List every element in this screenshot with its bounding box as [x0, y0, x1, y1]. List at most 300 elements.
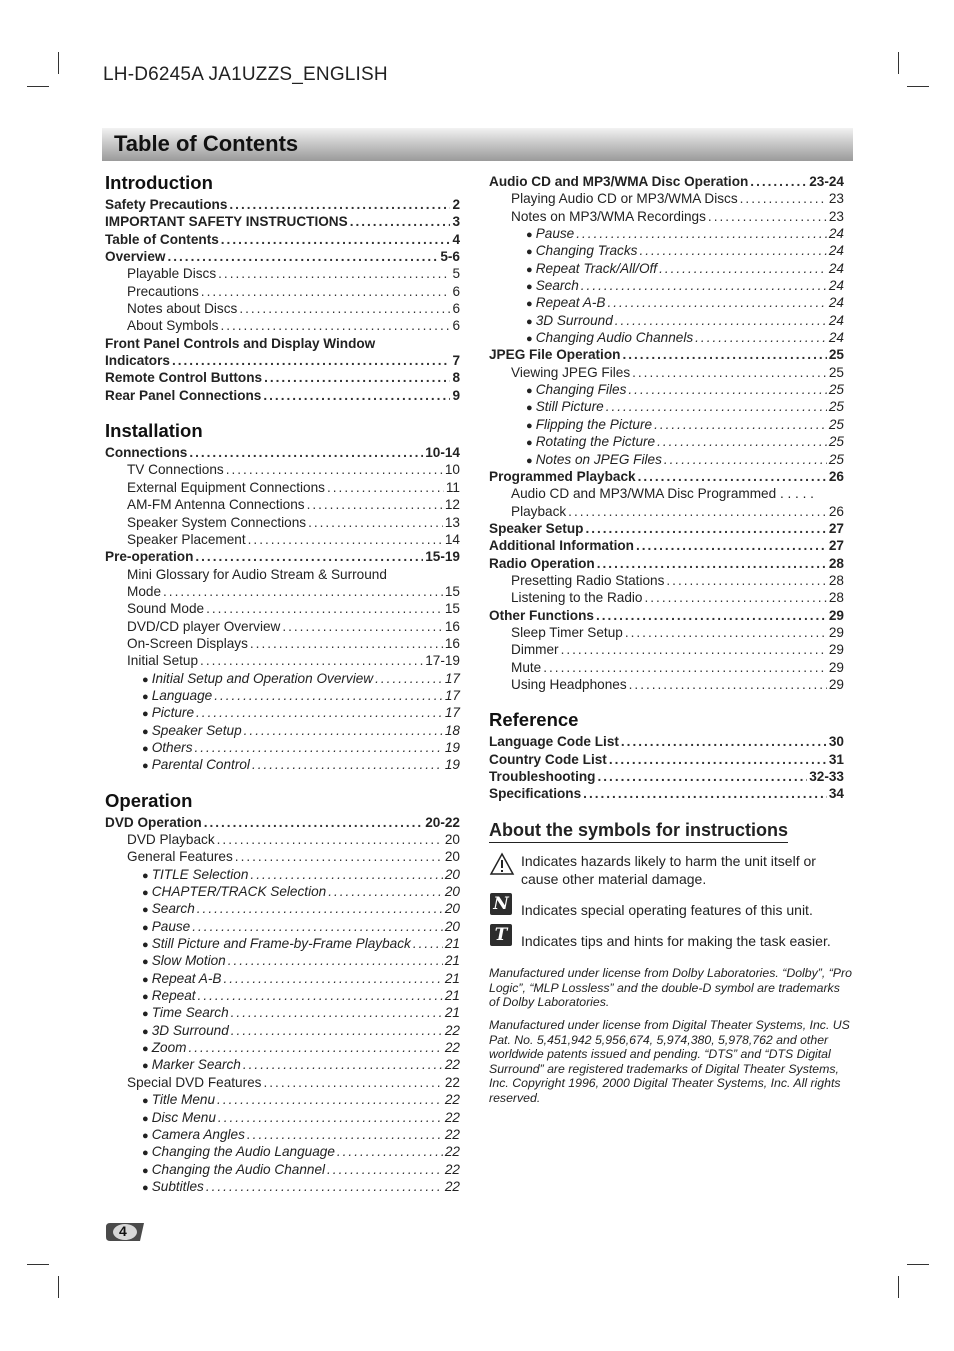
toc-entry: [105, 369, 460, 386]
toc-entry-label: Mute: [511, 659, 542, 675]
toc-entry: [105, 196, 460, 213]
toc-page-number: 28: [828, 590, 844, 606]
toc-page-number: 25: [828, 382, 844, 398]
dot-leader: [657, 433, 827, 450]
dot-leader: [192, 918, 443, 935]
toc-entry: [105, 548, 460, 565]
toc-entry-label: External Equipment Connections: [127, 479, 325, 495]
toc-entry-label: Remote Control Buttons: [105, 370, 263, 386]
toc-page-number: 8: [452, 370, 460, 386]
dot-leader: [228, 952, 443, 969]
toc-entry-label: Initial Setup: [127, 653, 199, 669]
toc-page-number: 25: [828, 399, 844, 415]
toc-entry: [105, 1178, 460, 1195]
toc-entry: [105, 635, 460, 652]
toc-entry-label: Sound Mode: [127, 601, 205, 617]
toc-entry-label: ● Rotating the Picture: [526, 433, 655, 452]
toc-entry: [105, 1004, 460, 1021]
toc-entry: [489, 589, 844, 606]
toc-entry-label: DVD/CD player Overview: [127, 618, 281, 634]
toc-entry: [105, 1161, 460, 1178]
toc-page-number: 7: [452, 353, 460, 369]
toc-page-number: 6: [452, 301, 460, 317]
toc-entry: [489, 190, 844, 207]
toc-page-number: 29: [828, 624, 844, 640]
toc-entry-label: Playback: [511, 503, 567, 519]
toc-entry-label: ● 3D Surround: [526, 312, 613, 331]
toc-entry-label: ● Pause: [142, 918, 190, 937]
section-heading: Operation: [105, 789, 193, 811]
toc-page-number: 29: [828, 642, 844, 658]
toc-entry: [489, 572, 844, 589]
toc-entry: [489, 537, 844, 554]
symbols-heading: About the symbols for instructions: [489, 820, 788, 843]
dot-leader: [282, 618, 443, 635]
toc-page-number: 10: [444, 462, 460, 478]
symbol-description: Indicates hazards likely to harm the unit itself or cause other material damage.: [521, 853, 816, 887]
dot-leader: [229, 196, 450, 213]
toc-entry: [105, 248, 460, 265]
toc-entry: [105, 848, 460, 865]
dot-leader: [568, 503, 827, 520]
toc-entry-label: Speaker Setup: [489, 520, 584, 536]
toc-entry-label: ● Language: [142, 687, 212, 706]
toc-entry: [489, 751, 844, 768]
toc-page-number: 22: [444, 1092, 460, 1108]
toc-page-number: 13: [444, 514, 460, 530]
dot-leader: [226, 461, 443, 478]
toc-page-number: 20: [444, 918, 460, 934]
crop-mark: [898, 52, 899, 74]
toc-entry-label: ● Others: [142, 739, 193, 758]
toc-entry-label: About Symbols: [127, 318, 219, 334]
toc-page-number: 25: [828, 451, 844, 467]
toc-page-number: 17: [444, 670, 460, 686]
toc-entry: [489, 676, 844, 693]
dot-leader: [583, 785, 827, 802]
dot-leader: [607, 294, 826, 311]
toc-entry-label: Dimmer: [511, 642, 559, 658]
toc-page-number: 27: [828, 538, 844, 554]
dot-leader: [235, 848, 443, 865]
toc-page-number: 21: [444, 970, 460, 986]
dot-leader: [243, 1056, 443, 1073]
section-spacer: [105, 774, 460, 788]
toc-entry-label: ● Subtitles: [142, 1178, 204, 1197]
toc-page-number: 22: [444, 1178, 460, 1194]
toc-entry: [489, 768, 844, 785]
toc-page-number: 24: [828, 295, 844, 311]
dot-leader: [597, 768, 807, 785]
toc-page-number: 5: [452, 266, 460, 282]
toc-page-number: 22: [444, 1126, 460, 1142]
dot-leader: [217, 831, 443, 848]
toc-entry: [489, 451, 844, 468]
toc-entry: [105, 687, 460, 704]
dot-leader: [223, 970, 442, 987]
toc-entry: [105, 935, 460, 952]
toc-entry: [105, 704, 460, 721]
dot-leader: [204, 814, 424, 831]
toc-entry: [105, 600, 460, 617]
toc-entry-label: Additional Information: [489, 538, 634, 554]
dot-leader: [252, 756, 443, 773]
toc-entry: [489, 329, 844, 346]
crop-mark: [27, 86, 49, 87]
toc-entry-label: ● Disc Menu: [142, 1109, 216, 1128]
toc-entry: [105, 1091, 460, 1108]
crop-mark: [907, 86, 929, 87]
toc-entry: [105, 1109, 460, 1126]
toc-entry-label: Radio Operation: [489, 555, 595, 571]
toc-entry-label: Presetting Radio Stations: [511, 572, 665, 588]
toc-page-number: 6: [452, 318, 460, 334]
toc-entry-label: ● Pause: [526, 225, 574, 244]
toc-page-number: 26: [828, 503, 844, 519]
toc-entry-label: ● Time Search: [142, 1004, 229, 1023]
toc-entry-label: ● CHAPTER/TRACK Selection: [142, 883, 326, 902]
toc-entry-label: Language Code List: [489, 734, 619, 750]
toc-page-number: 31: [828, 751, 844, 767]
dot-leader: [308, 514, 443, 531]
toc-entry-label: ● Changing the Audio Channel: [142, 1161, 325, 1180]
toc-page-number: 2: [452, 197, 460, 212]
toc-page-number: 20-22: [425, 814, 460, 830]
dot-leader: [248, 531, 443, 548]
toc-entry: [105, 231, 460, 248]
toc-entry-label: Playing Audio CD or MP3/WMA Discs: [511, 191, 738, 207]
toc-page-number: 34: [828, 786, 844, 802]
dot-leader: [628, 381, 826, 398]
toc-entry-label: Speaker System Connections: [127, 514, 307, 530]
toc-page-number: 16: [444, 635, 460, 651]
toc-entry-label: Playable Discs: [127, 266, 217, 282]
toc-page-number: 22: [444, 1022, 460, 1038]
toc-entry: [489, 555, 844, 572]
toc-entry-label: On-Screen Displays: [127, 635, 248, 651]
dolby-license-notice: Manufactured under license from Dolby Laboratories. “Dolby”, “Pro Logic”, “MLP Lossless” and the double-D symbol are trademarks of Dolby Laboratories.: [489, 966, 852, 1010]
toc-page-number: 5-6: [440, 249, 460, 265]
dot-leader: [197, 900, 443, 917]
dot-leader: [206, 600, 443, 617]
toc-entry-label: Troubleshooting: [489, 769, 596, 784]
toc-entry-label: ● Repeat A-B: [142, 970, 221, 989]
section-heading: Introduction: [105, 172, 213, 193]
crop-mark: [27, 1264, 49, 1265]
toc-right-column: [489, 173, 844, 803]
toc-entry: [105, 335, 460, 352]
dot-leader: [188, 1039, 442, 1056]
toc-entry-label: Notes on MP3/WMA Recordings: [511, 208, 706, 224]
toc-page-number: 12: [444, 497, 460, 513]
crop-mark: [907, 1264, 929, 1265]
toc-entry-label: Speaker Placement: [127, 531, 246, 547]
toc-entry-label: Table of Contents: [105, 231, 219, 247]
dot-leader: [740, 190, 827, 207]
toc-entry-label: ● Notes on JPEG Files: [526, 451, 662, 470]
dot-leader: [327, 479, 444, 496]
toc-entry: [105, 866, 460, 883]
toc-entry: [489, 416, 844, 433]
toc-page-number: 21: [444, 988, 460, 1004]
dot-leader: [195, 739, 443, 756]
toc-page-number: 21: [444, 953, 460, 969]
toc-entry: [105, 283, 460, 300]
title-bar: [102, 128, 853, 161]
dot-leader: [196, 704, 443, 721]
dot-leader: [639, 242, 826, 259]
toc-entry: [489, 242, 844, 259]
dot-leader: [596, 607, 827, 624]
dot-leader: [337, 1143, 443, 1160]
dot-leader: [250, 866, 442, 883]
toc-page-number: 20: [444, 866, 460, 882]
toc-entry: [105, 987, 460, 1004]
toc-entry: [489, 208, 844, 225]
toc-page-number: 17-19: [425, 653, 460, 669]
toc-entry-label: ● Still Picture: [526, 398, 604, 417]
page-number-badge: [106, 1221, 146, 1243]
toc-entry: [105, 883, 460, 900]
toc-entry-label: ● Repeat Track/All/Off: [526, 260, 657, 279]
toc-entry-label: ● Changing Tracks: [526, 242, 637, 261]
dot-leader: [632, 364, 827, 381]
dot-leader: [307, 496, 443, 513]
toc-entry: [489, 398, 844, 415]
dot-leader: [629, 676, 827, 693]
dot-leader: [206, 1178, 443, 1195]
toc-entry: [105, 831, 460, 848]
toc-page-number: 15: [444, 601, 460, 617]
symbol-row-tip: [489, 924, 853, 950]
toc-entry-label: DVD Operation: [105, 814, 202, 830]
toc-page-number: 22: [444, 1161, 460, 1177]
tip-t-icon: T: [489, 924, 517, 948]
crop-mark: [898, 1276, 899, 1298]
dot-leader: [239, 300, 450, 317]
toc-entry-label: Safety Precautions: [105, 197, 228, 212]
dot-leader: [622, 346, 826, 363]
dot-leader: [163, 583, 443, 600]
dot-leader: [218, 1109, 443, 1126]
dot-leader: [198, 987, 443, 1004]
toc-entry-label: Notes about Discs: [127, 301, 238, 317]
toc-entry: [105, 300, 460, 317]
toc-page-number: 19: [444, 757, 460, 773]
toc-page-number: 23: [828, 208, 844, 224]
toc-entry-label: ● Still Picture and Frame-by-Frame Playback: [142, 935, 411, 954]
toc-page-number: 25: [828, 364, 844, 380]
toc-entry-label: Audio CD and MP3/WMA Disc Programmed . . . . .: [511, 486, 814, 502]
dot-leader: [263, 387, 450, 404]
toc-entry: [105, 531, 460, 548]
toc-entry-label: ● Initial Setup and Operation Overview: [142, 670, 373, 689]
toc-page-number: 10-14: [425, 445, 460, 461]
toc-page-number: 22: [444, 1040, 460, 1056]
dot-leader: [200, 652, 423, 669]
toc-entry-label: ● Picture: [142, 704, 194, 723]
dot-leader: [195, 548, 423, 565]
toc-page-number: 15: [444, 583, 460, 599]
toc-entry-label: Listening to the Radio: [511, 590, 643, 606]
dot-leader: [189, 444, 423, 461]
toc-entry-label: Viewing JPEG Files: [511, 364, 631, 380]
toc-entry-label: ● Changing Audio Channels: [526, 329, 693, 348]
toc-entry: [105, 952, 460, 969]
dot-leader: [231, 1022, 443, 1039]
document-code: LH-D6245A JA1UZZS_ENGLISH: [103, 64, 388, 85]
toc-page-number: 24: [828, 330, 844, 346]
toc-entry-label: Country Code List: [489, 751, 607, 767]
dot-leader: [609, 751, 827, 768]
toc-page-number: 20: [444, 884, 460, 900]
toc-entry: [489, 607, 844, 624]
toc-entry: [105, 461, 460, 478]
toc-entry-label: Pre-operation: [105, 549, 194, 565]
toc-page-number: 21: [444, 1005, 460, 1021]
toc-entry-label: ● Camera Angles: [142, 1126, 245, 1145]
toc-page-number: 20: [444, 849, 460, 865]
toc-entry: [105, 900, 460, 917]
toc-entry: [105, 444, 460, 461]
dot-leader: [585, 520, 826, 537]
toc-entry: [105, 1074, 460, 1091]
toc-entry: [105, 1056, 460, 1073]
dot-leader: [220, 317, 450, 334]
toc-page-number: 22: [444, 1144, 460, 1160]
toc-entry: [489, 225, 844, 242]
toc-entry: [105, 514, 460, 531]
symbol-row-note: [489, 893, 853, 919]
toc-page-number: 4: [452, 231, 460, 247]
toc-entry: [489, 485, 844, 502]
toc-page-number: 24: [828, 243, 844, 259]
page-title: Table of Contents: [114, 131, 299, 156]
section-spacer: [489, 693, 844, 707]
page-number: 4: [119, 1223, 127, 1239]
toc-entry-label: ● Slow Motion: [142, 952, 226, 971]
toc-entry-label: ● TITLE Selection: [142, 866, 248, 885]
toc-page-number: 17: [444, 705, 460, 721]
toc-entry-label: Indicators: [105, 353, 170, 369]
toc-entry-label: Connections: [105, 445, 188, 461]
toc-entry-label: Sleep Timer Setup: [511, 624, 623, 640]
toc-page-number: 16: [444, 618, 460, 634]
toc-page-number: 25: [828, 416, 844, 432]
dot-leader: [666, 572, 826, 589]
toc-entry-label: Front Panel Controls and Display Window: [105, 335, 376, 351]
dot-leader: [621, 733, 827, 750]
toc-page-number: 28: [828, 572, 844, 588]
toc-entry-label: Rear Panel Connections: [105, 387, 262, 403]
toc-entry: [105, 1022, 460, 1039]
toc-entry: [489, 173, 844, 190]
dot-leader: [561, 641, 827, 658]
toc-entry-label: ● Changing the Audio Language: [142, 1143, 335, 1162]
dot-leader: [350, 213, 451, 230]
crop-mark: [58, 52, 59, 74]
toc-entry: [105, 739, 460, 756]
toc-entry-label: ● 3D Surround: [142, 1022, 229, 1041]
toc-entry: [489, 733, 844, 750]
toc-page-number: 17: [444, 687, 460, 703]
dts-license-notice: Manufactured under license from Digital Theater Systems, Inc. US Pat. No. 5,451,942 5,956,674, 5,974,380, 5,978,762 and other worldwide patents issued and pending. “DTS” and “DTS Digital Surround” are registered trademarks of Digital Theater Systems, Inc. Copyright 1996, 2000 Digital Theater Systems, Inc. All rights reserved.: [489, 1018, 850, 1105]
toc-entry-label: ● Parental Control: [142, 756, 250, 775]
toc-entry-label: ● Repeat A-B: [526, 294, 605, 313]
toc-entry: [105, 756, 460, 773]
symbol-description: Indicates tips and hints for making the task easier.: [521, 933, 831, 949]
dot-leader: [167, 248, 438, 265]
dot-leader: [708, 208, 827, 225]
section-spacer: [105, 404, 460, 418]
dot-leader: [413, 935, 443, 952]
toc-page-number: 3: [452, 214, 460, 230]
toc-entry: [105, 496, 460, 513]
toc-entry-label: IMPORTANT SAFETY INSTRUCTIONS: [105, 214, 348, 230]
toc-page-number: 29: [828, 659, 844, 675]
toc-page-number: 6: [452, 283, 460, 299]
dot-leader: [328, 883, 443, 900]
dot-leader: [217, 1091, 443, 1108]
toc-entry-label: Specifications: [489, 786, 582, 802]
toc-entry: [489, 785, 844, 802]
toc-page-number: 26: [828, 468, 844, 484]
toc-entry: [489, 277, 844, 294]
dot-leader: [543, 659, 827, 676]
toc-entry: [489, 364, 844, 381]
dot-leader: [375, 670, 443, 687]
toc-entry: [489, 468, 844, 485]
toc-entry-label: Overview: [105, 249, 166, 265]
toc-entry: [105, 352, 460, 369]
crop-mark: [58, 1276, 59, 1298]
toc-entry: [105, 970, 460, 987]
toc-entry-label: ● Changing Files: [526, 381, 626, 400]
toc-page-number: 30: [828, 734, 844, 750]
dot-leader: [201, 283, 451, 300]
toc-entry-label: Other Functions: [489, 607, 594, 623]
toc-entry: [489, 381, 844, 398]
toc-page-number: 22: [444, 1109, 460, 1125]
toc-entry: [489, 520, 844, 537]
dot-leader: [218, 265, 450, 282]
toc-page-number: 19: [444, 739, 460, 755]
dot-leader: [247, 1126, 443, 1143]
toc-entry-label: Mini Glossary for Audio Stream & Surround: [127, 566, 387, 582]
toc-page-number: 32-33: [809, 769, 844, 784]
toc-entry: [105, 387, 460, 404]
toc-page-number: 22: [444, 1074, 460, 1090]
toc-entry: [105, 1143, 460, 1160]
toc-entry: [105, 1039, 460, 1056]
dot-leader: [576, 225, 827, 242]
toc-page-number: 14: [444, 531, 460, 547]
toc-entry-label: DVD Playback: [127, 832, 215, 847]
toc-entry-label: ● Title Menu: [142, 1091, 215, 1110]
dot-leader: [625, 624, 827, 641]
toc-entry-label: General Features: [127, 849, 233, 865]
toc-entry-label: ● Marker Search: [142, 1056, 241, 1075]
toc-entry: [105, 566, 460, 583]
toc-entry: [489, 624, 844, 641]
toc-entry: [105, 479, 460, 496]
toc-entry: [105, 583, 460, 600]
dot-leader: [654, 416, 827, 433]
toc-entry-label: Mode: [127, 583, 162, 599]
section-heading: Installation: [105, 420, 203, 442]
dot-leader: [172, 352, 450, 369]
toc-entry-label: Audio CD and MP3/WMA Disc Operation: [489, 174, 749, 189]
